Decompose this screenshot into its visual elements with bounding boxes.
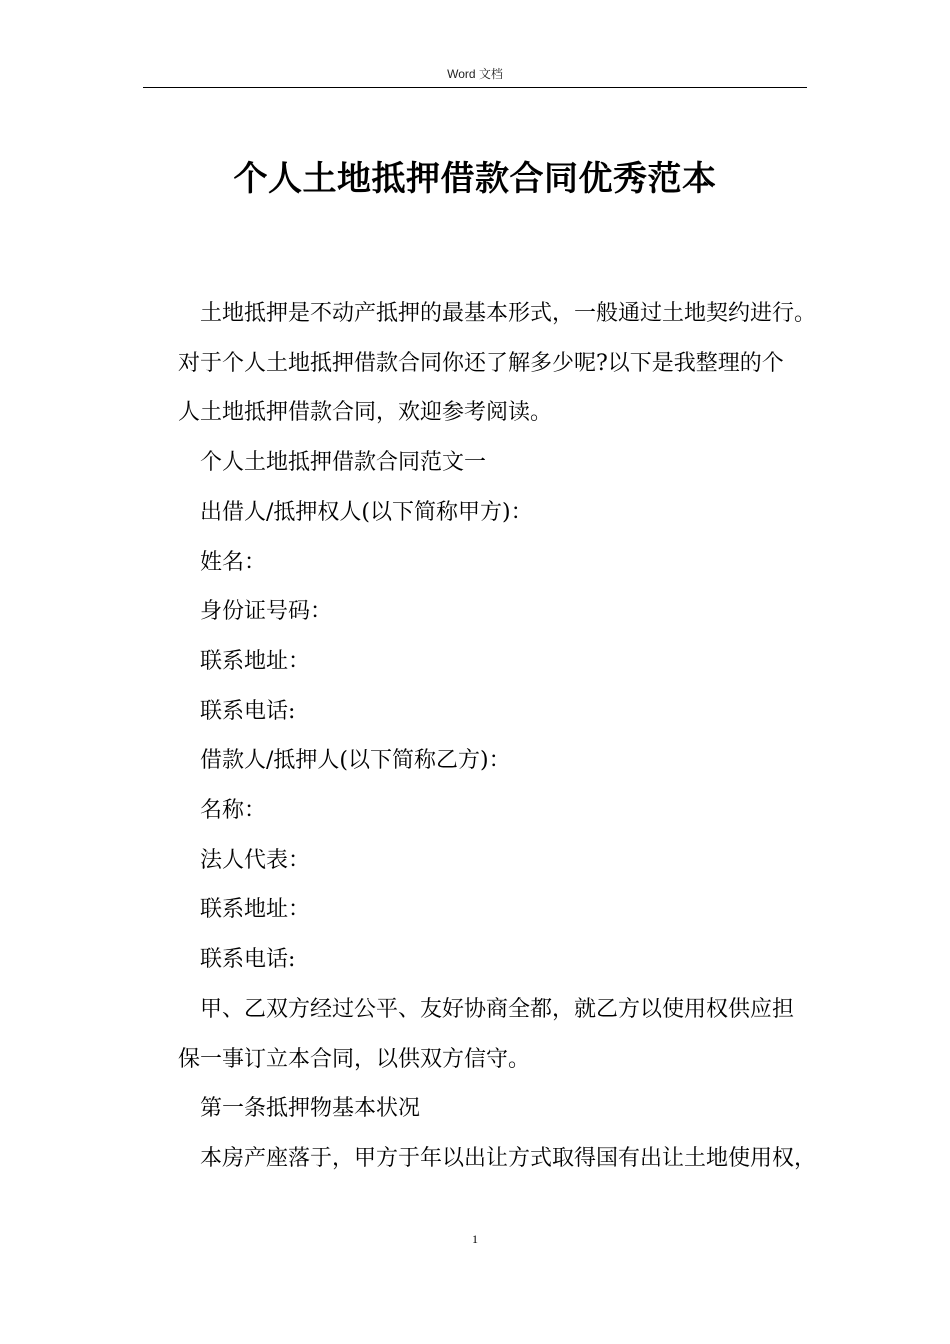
agreement-line-2: 保一事订立本合同，以供双方信守。 xyxy=(178,1046,531,1072)
article-1-text: 本房产座落于，甲方于年以出让方式取得国有出让土地使用权， xyxy=(200,1145,817,1171)
party-a-heading: 出借人/抵押权人(以下简称甲方)： xyxy=(200,499,533,525)
party-a-name-label: 姓名： xyxy=(200,549,267,575)
agreement-line-1: 甲、乙双方经过公平、友好协商全都，就乙方以使用权供应担 xyxy=(200,996,795,1022)
header-divider xyxy=(143,87,807,88)
page-header: Word 文档 xyxy=(447,67,503,81)
section-heading: 个人土地抵押借款合同范文一 xyxy=(200,450,487,476)
party-b-phone-label: 联系电话: xyxy=(200,947,296,973)
party-b-address-label: 联系地址： xyxy=(200,897,311,923)
party-b-heading: 借款人/抵押人(以下简称乙方)： xyxy=(200,748,511,774)
intro-line-1: 土地抵押是不动产抵押的最基本形式，一般通过土地契约进行。 xyxy=(200,301,817,326)
page-number: 1 xyxy=(472,1232,478,1246)
party-b-name-label: 名称： xyxy=(200,798,267,824)
intro-line-2: 对于个人土地抵押借款合同你还了解多少呢?以下是我整理的个 xyxy=(178,350,784,376)
party-a-address-label: 联系地址： xyxy=(200,648,311,674)
document-title: 个人土地抵押借款合同优秀范本 xyxy=(233,159,717,199)
intro-line-3: 人土地抵押借款合同，欢迎参考阅读。 xyxy=(178,400,553,426)
party-b-representative-label: 法人代表： xyxy=(200,847,311,873)
party-a-phone-label: 联系电话: xyxy=(200,698,296,724)
party-a-id-label: 身份证号码： xyxy=(200,599,333,625)
article-1-heading: 第一条抵押物基本状况 xyxy=(200,1096,421,1122)
document-body xyxy=(178,289,818,1184)
